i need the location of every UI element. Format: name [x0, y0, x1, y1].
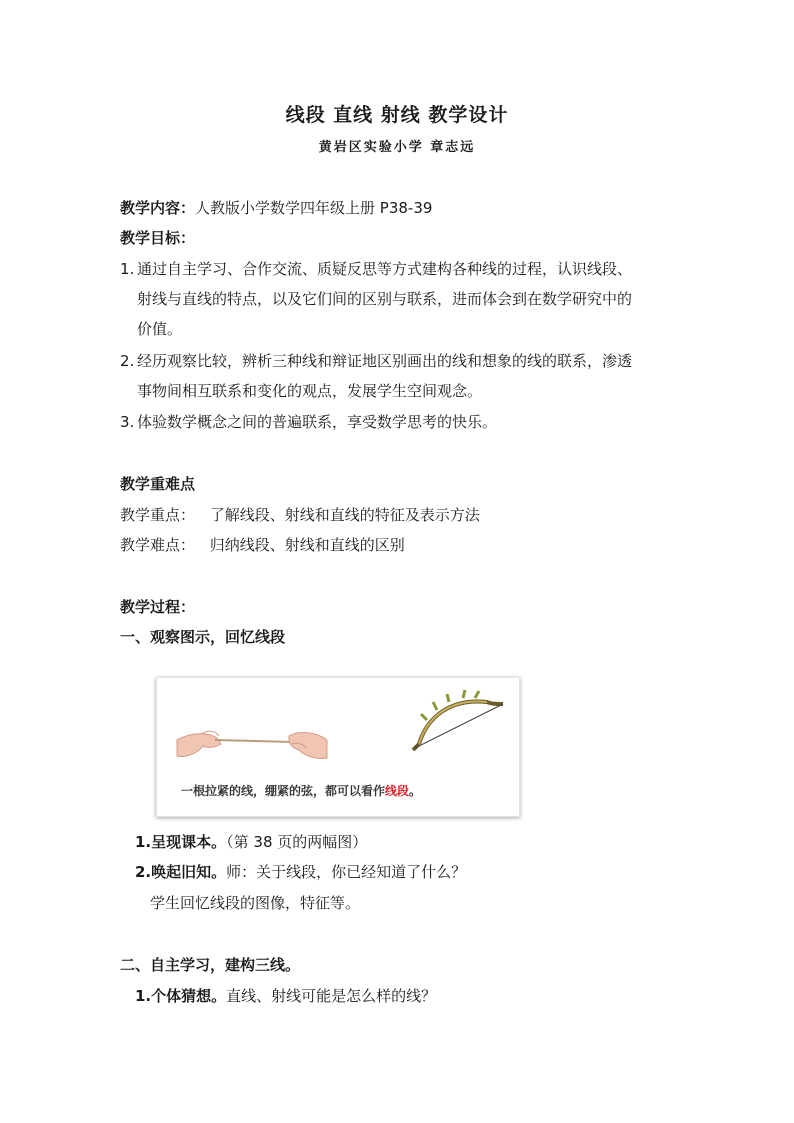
- step-1: [135, 832, 367, 852]
- step-2: [135, 862, 466, 882]
- goal-number: 1.: [120, 260, 135, 278]
- goal-item-2-line-1: [120, 351, 632, 371]
- teaching-content: [120, 198, 432, 218]
- difficulty-label: 教学难点：: [120, 536, 196, 554]
- rope-and-bow-illustration: [157, 678, 519, 816]
- goals-heading: 教学目标：: [120, 229, 196, 247]
- goal-item-1-line-2: 射线与直线的特点，以及它们间的区别与联系，进而体会到在数学研究中的: [137, 290, 633, 308]
- step-1-label: 1.呈现课本。: [135, 833, 227, 851]
- difficulty-text: 归纳线段、射线和直线的区别: [209, 536, 405, 554]
- goal-item-1-line-1: [120, 259, 632, 279]
- key-points-heading: 教学重难点: [120, 475, 196, 493]
- key-point-text: 了解线段、射线和直线的特征及表示方法: [209, 506, 480, 524]
- section-1-title: 一、观察图示，回忆线段: [120, 628, 286, 646]
- section-2-title: 二、自主学习，建构三线。: [120, 956, 301, 974]
- step-2-label: 2.唤起旧知。: [135, 863, 227, 881]
- step-3: [135, 986, 436, 1006]
- author-line: 黄岩区实验小学 章志远: [318, 140, 476, 155]
- step-3-text: 直线、射线可能是怎么样的线？: [226, 987, 437, 1005]
- teaching-content-text: 人教版小学数学四年级上册 P38-39: [195, 199, 433, 217]
- right-hand-icon: [289, 733, 327, 759]
- document-title: 线段 直线 射线 教学设计: [285, 104, 509, 126]
- left-hand-icon: [177, 731, 221, 756]
- goal-item-3-line-1: [120, 412, 497, 432]
- difficulty-row: [120, 535, 405, 555]
- step-2-text: 师：关于线段，你已经知道了什么？: [226, 863, 467, 881]
- goal-text: 经历观察比较，辨析三种线和辩证地区别画出的线和想象的线的联系，渗透: [137, 352, 633, 370]
- step-2-note: 学生回忆线段的图像，特征等。: [150, 894, 361, 912]
- step-3-label: 1.个体猜想。: [135, 987, 227, 1005]
- goal-number: 3.: [120, 413, 135, 431]
- process-heading: 教学过程：: [120, 598, 196, 616]
- goal-number: 2.: [120, 352, 135, 370]
- goal-item-2-line-2: 事物间相互联系和变化的观点，发展学生空间观念。: [137, 382, 483, 400]
- goal-text: 体验数学概念之间的普遍联系，享受数学思考的快乐。: [137, 413, 498, 431]
- teaching-content-label: 教学内容：: [120, 199, 196, 217]
- step-1-text: （第 38 页的两幅图）: [226, 833, 368, 851]
- key-point-label: 教学重点：: [120, 506, 196, 524]
- key-point-row: [120, 505, 480, 525]
- goal-text: 通过自主学习、合作交流、质疑反思等方式建构各种线的过程，认识线段、: [137, 260, 633, 278]
- taut-rope: [215, 740, 293, 742]
- figure-caption: 一根拉紧的线，绷紧的弦，都可以看作线段。: [181, 784, 422, 798]
- textbook-figure: [156, 677, 520, 817]
- bow-icon: [413, 690, 503, 750]
- goal-item-1-line-3: 价值。: [137, 320, 183, 338]
